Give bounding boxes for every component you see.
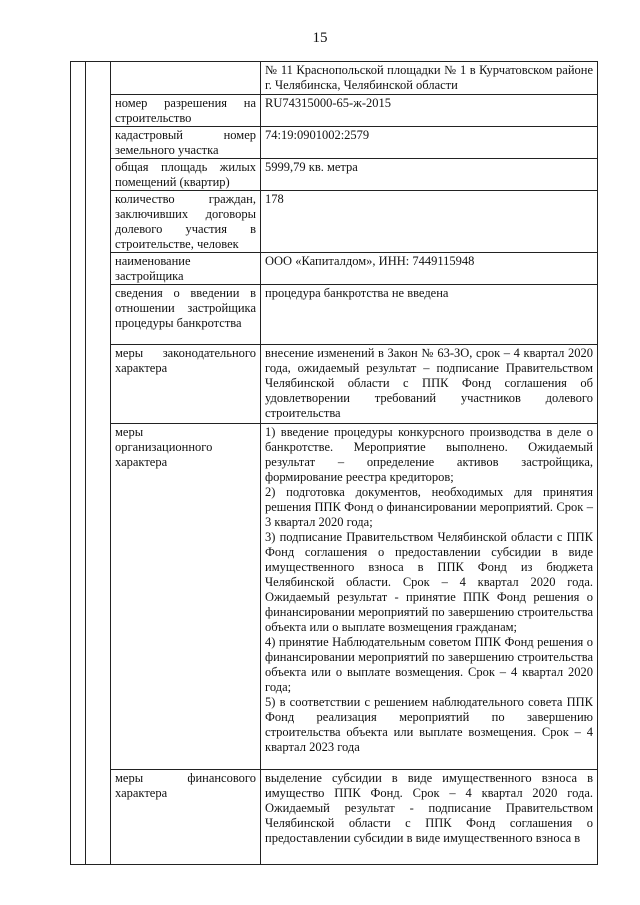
developer-name-value: ООО «Капиталдом», ИНН: 7449115948 [261, 253, 598, 285]
table-row [71, 770, 598, 865]
table-row [71, 424, 598, 770]
row-label: меры финансового характера [111, 770, 261, 865]
table-row [71, 62, 598, 95]
table-row [71, 191, 598, 253]
row-label [111, 62, 261, 95]
object-address-value: № 11 Краснопольской площадки № 1 в Курчатовском районе г. Челябинска, Челябинской области [261, 62, 598, 95]
row-label: меры законодательного характера [111, 345, 261, 424]
table-row [71, 127, 598, 159]
table-row [71, 253, 598, 285]
list-item: 4) принятие Наблюдательным советом ППК Фонд решения о финансировании мероприятий по завершению строительства объекта или о выплате возмещения. Срок – 4 квартал 2020 года; [265, 635, 593, 694]
row-label: меры организационного характера [111, 424, 261, 770]
permit-number-value: RU74315000-65-ж-2015 [261, 95, 598, 127]
table-row [71, 285, 598, 345]
table-row [71, 159, 598, 191]
row-label: номер разрешения на строительство [111, 95, 261, 127]
organizational-measures-value [261, 424, 598, 770]
subnumber-column-cell [86, 62, 111, 865]
citizens-count-value: 178 [261, 191, 598, 253]
table-row [71, 95, 598, 127]
list-item: 1) введение процедуры конкурсного производства в деле о банкротстве. Мероприятие выполнено. Ожидаемый результат – определение активов застройщика, формирование реестра кредиторов; [265, 425, 593, 484]
list-item: 5) в соответствии с решением наблюдательного совета ППК Фонд реализация мероприятий по завершению строительства объекта или выплате возмещения. Срок – 4 квартал 2023 года [265, 695, 593, 754]
list-item: 3) подписание Правительством Челябинской области с ППК Фонд соглашения о предоставлении субсидии в виде имущественного взноса в ППК Фонд из бюджета Челябинской области. Срок – 4 квартал 2020 года. Ожидаемый результат - принятие ППК Фонд решения о финансировании мероприятий по завершению строительства объекта или о выплате возмещения гражданам; [265, 530, 593, 634]
project-info-table [70, 61, 598, 865]
row-label: сведения о введении в отношении застройщика процедуры банкротства [111, 285, 261, 345]
list-item: 2) подготовка документов, необходимых для принятия решения ППК Фонд о финансировании мероприятий. Срок – 3 квартал 2020 года; [265, 485, 593, 529]
table-row [71, 345, 598, 424]
financial-measures-value: выделение субсидии в виде имущественного взноса в имущество ППК Фонд. Срок – 4 квартал 2020 года. Ожидаемый результат - подписание Правительством Челябинской области с ППК Фонд соглашения о предоставлении субсидии в виде имущественного взноса в [261, 770, 598, 865]
living-area-value: 5999,79 кв. метра [261, 159, 598, 191]
cadastral-number-value: 74:19:0901002:2579 [261, 127, 598, 159]
page-number: 15 [312, 30, 328, 46]
number-column-cell [71, 62, 86, 865]
row-label: общая площадь жилых помещений (квартир) [111, 159, 261, 191]
row-label: количество граждан, заключивших договоры долевого участия в строительстве, человек [111, 191, 261, 253]
row-label: кадастровый номер земельного участка [111, 127, 261, 159]
bankruptcy-status-value: процедура банкротства не введена [261, 285, 598, 345]
legislative-measures-value: внесение изменений в Закон № 63-ЗО, срок – 4 квартал 2020 года, ожидаемый результат – подписание Правительством Челябинской области с ППК Фонд соглашения об удовлетворении требований участников долевого строительства [261, 345, 598, 424]
row-label: наименование застройщика [111, 253, 261, 285]
